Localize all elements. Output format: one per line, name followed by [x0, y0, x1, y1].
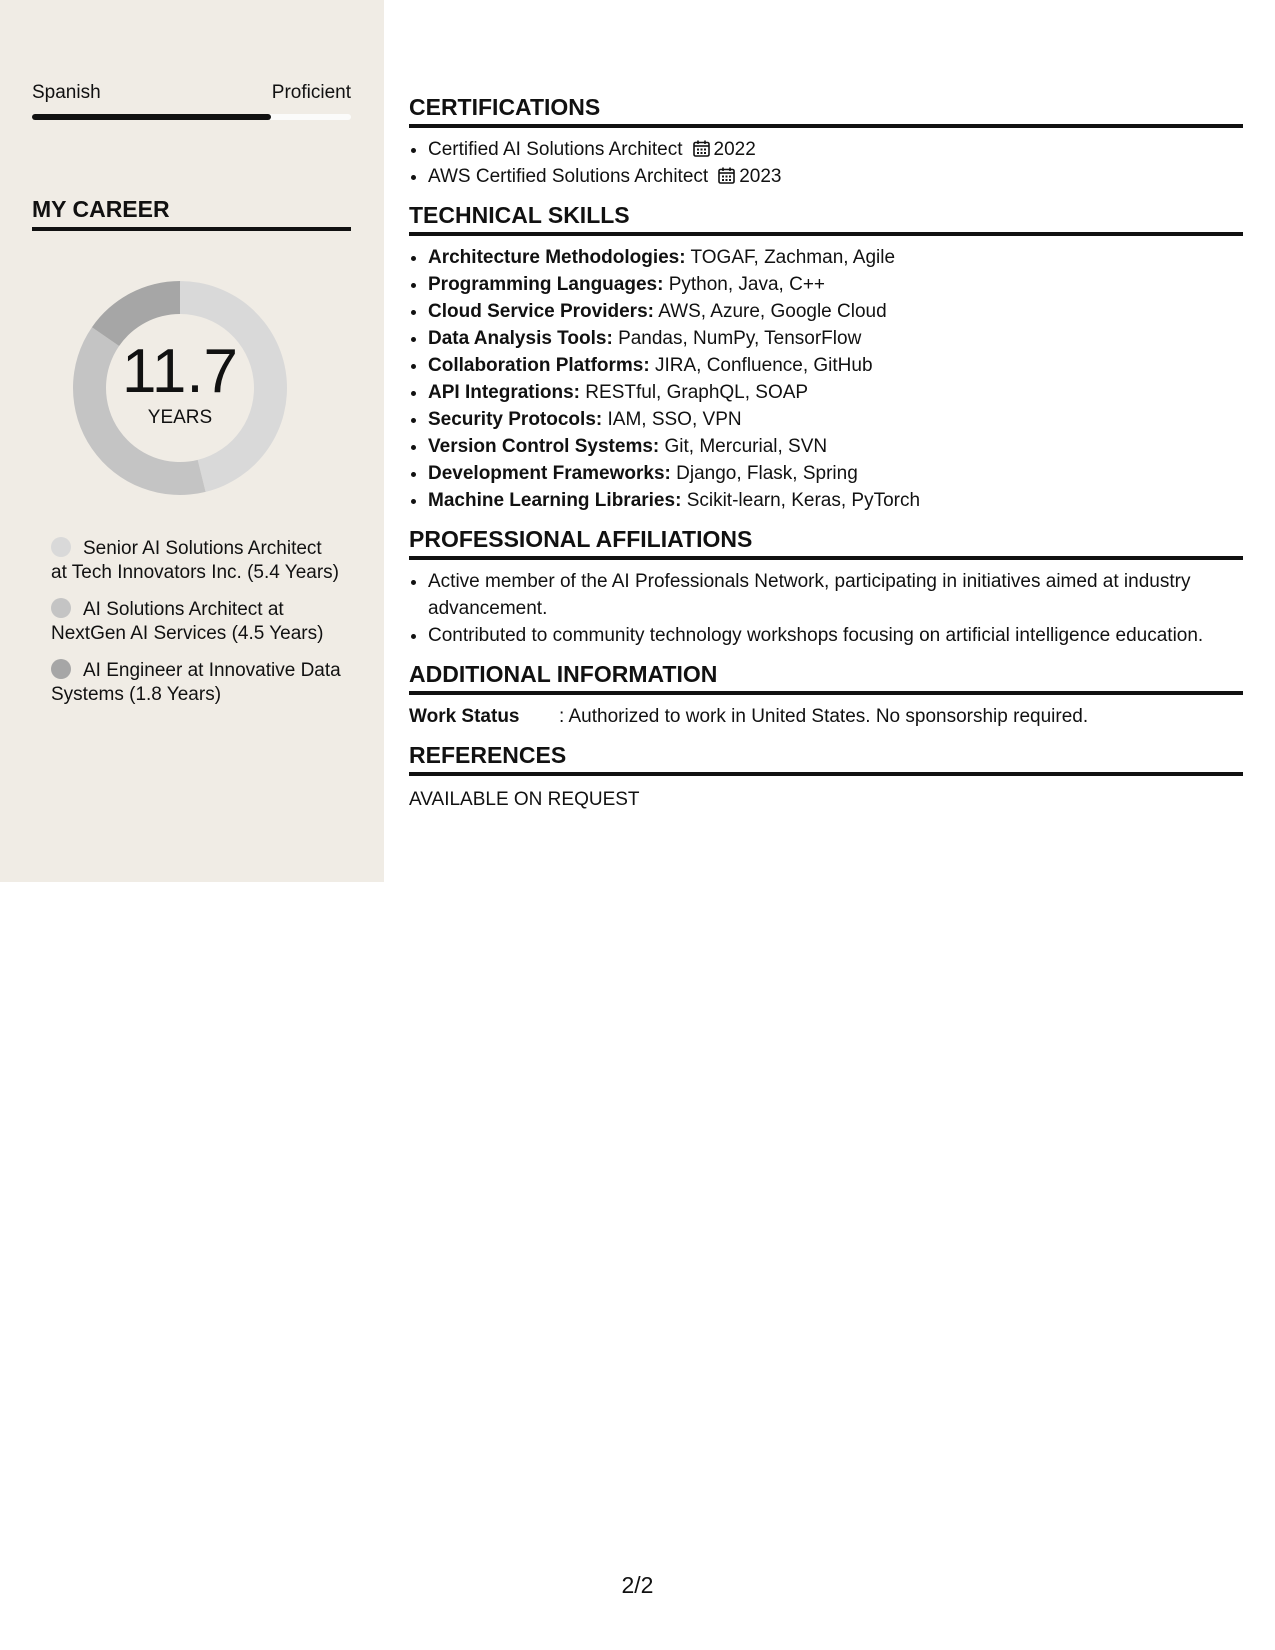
career-role-item [51, 659, 341, 707]
additional-info-title: ADDITIONAL INFORMATION [409, 661, 1243, 695]
legend-dot [51, 537, 71, 557]
skill-item [428, 244, 1243, 271]
skill-value: TOGAF, Zachman, Agile [690, 247, 896, 268]
skill-label: Cloud Service Providers: [428, 301, 654, 322]
skill-value: AWS, Azure, Google Cloud [658, 301, 887, 322]
skill-value: RESTful, GraphQL, SOAP [585, 382, 809, 403]
skill-value: Scikit-learn, Keras, PyTorch [686, 490, 921, 511]
career-legend [51, 537, 341, 720]
skill-item [428, 325, 1243, 352]
affiliations-list [409, 568, 1243, 649]
certifications-title: CERTIFICATIONS [409, 94, 1243, 128]
skill-label: Version Control Systems: [428, 436, 660, 457]
career-role-item [51, 598, 341, 646]
skill-value: Python, Java, C++ [668, 274, 826, 295]
career-role-text: AI Solutions Architect at NextGen AI Services (4.5 Years) [51, 599, 324, 644]
certification-name: Certified AI Solutions Architect [428, 139, 683, 160]
sidebar [0, 0, 384, 882]
certification-name: AWS Certified Solutions Architect [428, 166, 709, 187]
skill-item [428, 460, 1243, 487]
career-role-text: Senior AI Solutions Architect at Tech Innovators Inc. (5.4 Years) [51, 538, 339, 583]
language-proficiency-fill [32, 114, 271, 120]
skill-value: Git, Mercurial, SVN [664, 436, 828, 457]
language-row [32, 82, 351, 104]
page-number: 2/2 [621, 1572, 654, 1598]
career-role-text: AI Engineer at Innovative Data Systems (1.8 Years) [51, 660, 341, 705]
certifications-list [409, 136, 1243, 190]
skill-item [428, 271, 1243, 298]
career-total-unit: YEARS [147, 407, 213, 428]
skill-value: IAM, SSO, VPN [607, 409, 742, 430]
main-content [409, 94, 1243, 813]
skill-item [428, 352, 1243, 379]
career-section-title: MY CAREER [32, 196, 351, 231]
skill-item [428, 406, 1243, 433]
language-proficiency-bar [32, 114, 351, 120]
skill-value: Pandas, NumPy, TensorFlow [618, 328, 862, 349]
calendar-icon [693, 140, 710, 157]
technical-skills-title: TECHNICAL SKILLS [409, 202, 1243, 236]
certification-year: 2022 [713, 139, 756, 160]
technical-skills-list [409, 244, 1243, 514]
skill-item [428, 379, 1243, 406]
affiliations-title: PROFESSIONAL AFFILIATIONS [409, 526, 1243, 560]
career-role-item [51, 537, 341, 585]
work-status-value: : Authorized to work in United States. No sponsorship required. [559, 706, 1089, 727]
skill-label: Collaboration Platforms: [428, 355, 650, 376]
skill-label: API Integrations: [428, 382, 581, 403]
skill-label: Security Protocols: [428, 409, 603, 430]
skill-item [428, 487, 1243, 514]
skill-label: Data Analysis Tools: [428, 328, 613, 349]
certification-year: 2023 [739, 166, 782, 187]
language-name: Spanish [32, 82, 101, 103]
skill-value: Django, Flask, Spring [676, 463, 858, 484]
certification-item [428, 136, 1243, 163]
certification-item [428, 163, 1243, 190]
references-text: AVAILABLE ON REQUEST [409, 789, 640, 810]
skill-item [428, 298, 1243, 325]
work-status-row [409, 703, 1243, 730]
work-status-label: Work Status [409, 706, 520, 727]
skill-item [428, 433, 1243, 460]
language-level: Proficient [271, 82, 351, 103]
career-total-value: 11.7 [121, 337, 239, 406]
skill-label: Programming Languages: [428, 274, 664, 295]
references-title: REFERENCES [409, 742, 1243, 776]
skill-label: Architecture Methodologies: [428, 247, 686, 268]
skill-value: JIRA, Confluence, GitHub [654, 355, 873, 376]
legend-dot [51, 659, 71, 679]
calendar-icon [718, 167, 735, 184]
legend-dot [51, 598, 71, 618]
skill-label: Machine Learning Libraries: [428, 490, 682, 511]
affiliation-item: • Contributed to community technology workshops focusing on artificial intelligence education. [428, 622, 1243, 649]
affiliation-item: • Active member of the AI Professionals Network, participating in initiatives aimed at industry advancement. [428, 568, 1243, 622]
career-total [65, 273, 295, 503]
skill-label: Development Frameworks: [428, 463, 671, 484]
